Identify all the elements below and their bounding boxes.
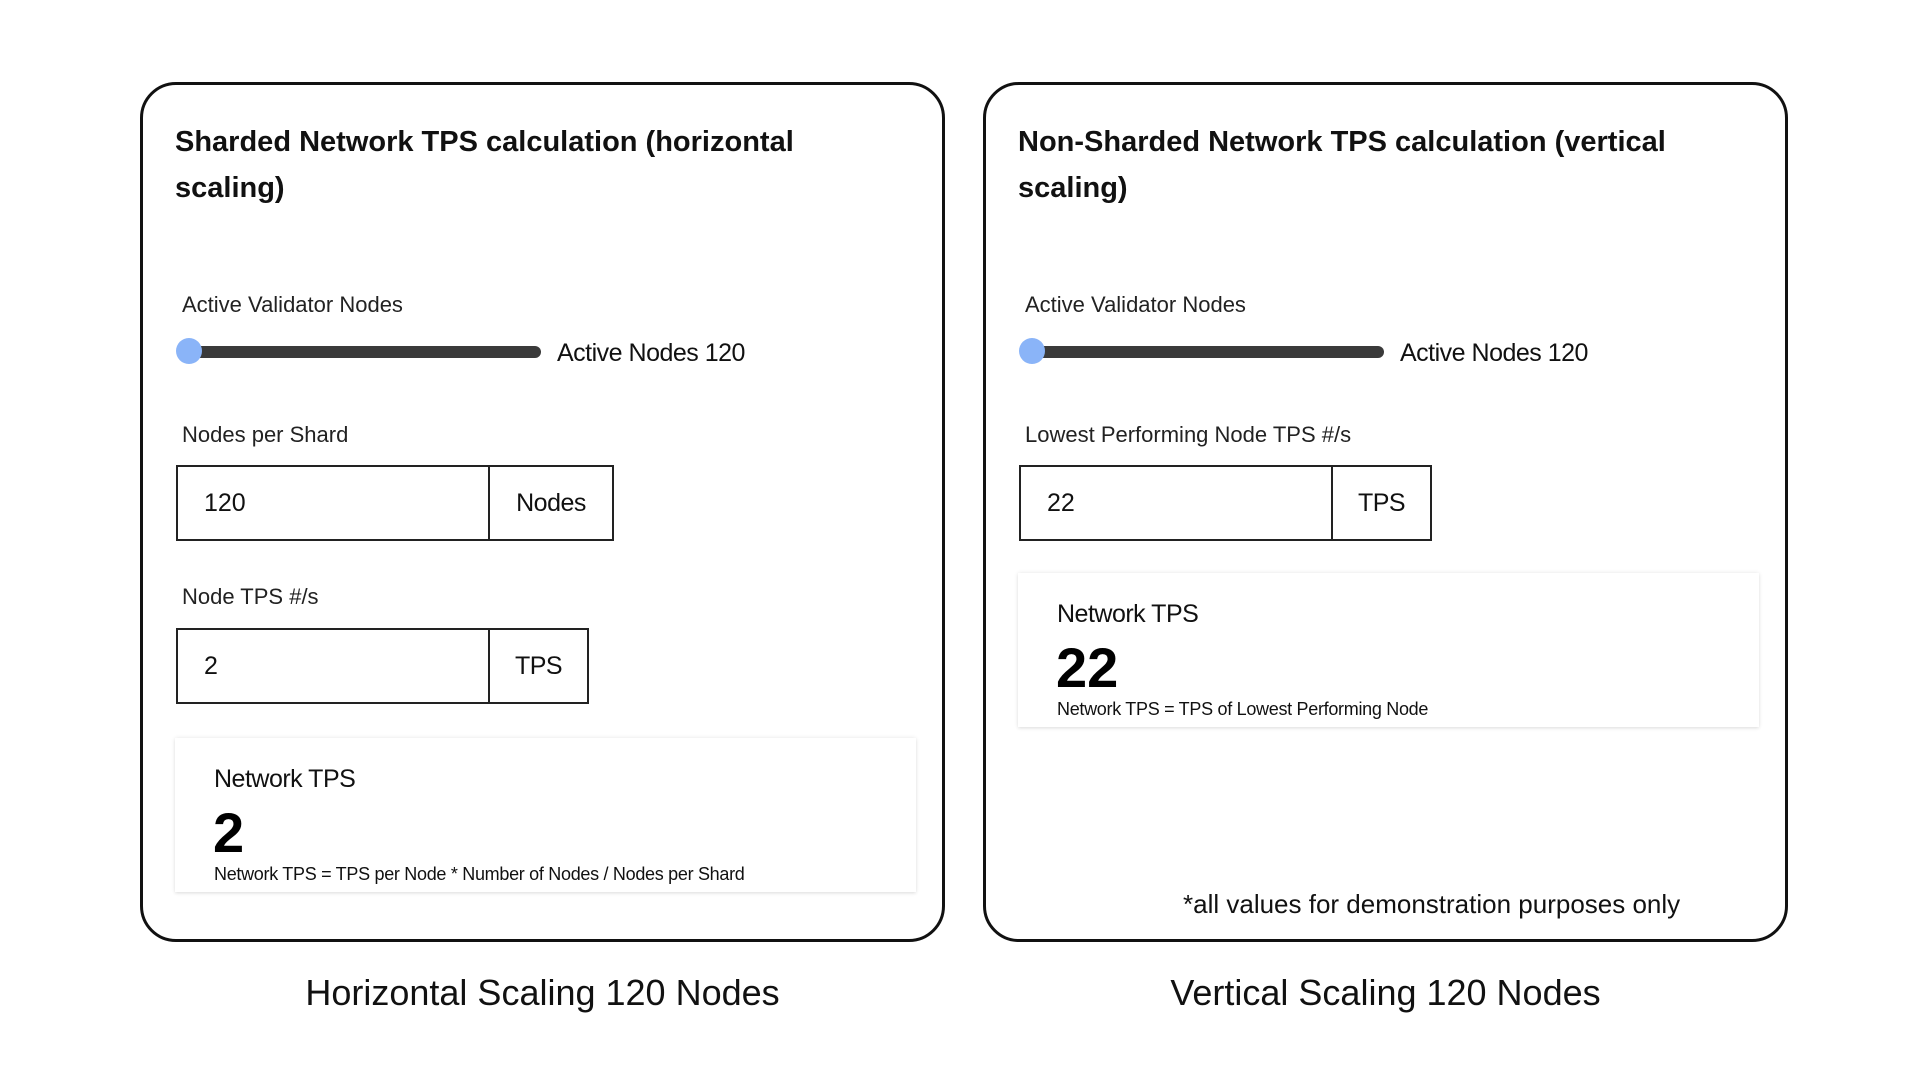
lowest-tps-input[interactable]: 22 — [1019, 465, 1333, 541]
node-tps-group — [176, 628, 589, 704]
lowest-tps-group — [1019, 465, 1432, 541]
active-validator-nodes-label: Active Validator Nodes — [1025, 292, 1246, 317]
slider-thumb[interactable] — [1019, 338, 1045, 364]
disclaimer-note: *all values for demonstration purposes only — [1183, 889, 1681, 919]
network-tps-result-card — [175, 738, 916, 892]
network-tps-value: 22 — [1056, 636, 1119, 699]
active-nodes-value: Active Nodes 120 — [1400, 339, 1588, 367]
slider-track[interactable] — [1027, 346, 1384, 358]
active-nodes-slider[interactable] — [1019, 338, 1384, 364]
node-tps-label: Node TPS #/s — [182, 584, 319, 609]
nodes-per-shard-label: Nodes per Shard — [182, 422, 349, 447]
network-tps-formula: Network TPS = TPS of Lowest Performing Node — [1057, 699, 1429, 719]
slider-thumb[interactable] — [176, 338, 202, 364]
nodes-per-shard-input[interactable]: 120 — [176, 465, 490, 541]
tps-unit-label: TPS — [1333, 465, 1432, 541]
horizontal-scaling-caption: Horizontal Scaling 120 Nodes — [305, 972, 780, 1013]
network-tps-title: Network TPS — [214, 765, 356, 793]
active-nodes-value: Active Nodes 120 — [557, 339, 745, 367]
slider-track[interactable] — [184, 346, 541, 358]
network-tps-formula: Network TPS = TPS per Node * Number of Nodes / Nodes per Shard — [214, 864, 745, 884]
non-sharded-panel — [983, 82, 1788, 942]
network-tps-result-card — [1018, 573, 1759, 727]
nodes-unit-label: Nodes — [490, 465, 614, 541]
lowest-performing-node-tps-label: Lowest Performing Node TPS #/s — [1025, 422, 1352, 447]
network-tps-value: 2 — [213, 801, 245, 864]
vertical-scaling-caption: Vertical Scaling 120 Nodes — [1170, 972, 1601, 1013]
active-validator-nodes-label: Active Validator Nodes — [182, 292, 403, 317]
node-tps-input[interactable]: 2 — [176, 628, 490, 704]
non-sharded-panel-title: Non-Sharded Network TPS calculation (vertical scaling) — [1018, 126, 1666, 204]
tps-unit-label: TPS — [490, 628, 589, 704]
network-tps-title: Network TPS — [1057, 600, 1199, 628]
active-nodes-slider[interactable] — [176, 338, 541, 364]
sharded-panel-title: Sharded Network TPS calculation (horizontal scaling) — [175, 126, 794, 204]
sharded-panel — [140, 82, 945, 942]
nodes-per-shard-group — [176, 465, 614, 541]
